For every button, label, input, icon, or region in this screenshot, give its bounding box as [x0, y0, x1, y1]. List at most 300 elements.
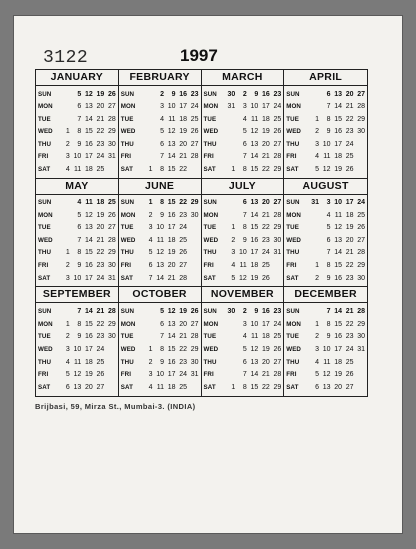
- week-day-row: [286, 344, 365, 355]
- date-cell: 3: [65, 153, 70, 161]
- date-cell: 24: [190, 103, 199, 111]
- date-cell: 13: [156, 261, 164, 269]
- date-cell: 1: [148, 199, 153, 207]
- date-cell: 10: [322, 140, 331, 148]
- day-numbers: [55, 346, 116, 353]
- date-cell: 16: [167, 358, 176, 366]
- date-cell: 15: [84, 249, 93, 257]
- date-cell: 4: [231, 261, 236, 269]
- date-cell: 7: [326, 249, 331, 257]
- date-cell: 7: [326, 103, 331, 111]
- week-day-row: [38, 382, 116, 393]
- date-cell: [224, 199, 236, 206]
- date-cell: 11: [239, 261, 247, 269]
- day-numbers: [303, 128, 365, 135]
- date-cell: 29: [357, 261, 365, 269]
- week-day-row: [204, 382, 282, 393]
- date-cell: 1: [315, 320, 319, 328]
- date-cell: 7: [242, 371, 247, 379]
- date-cell: 18: [84, 358, 93, 366]
- date-cell: 9: [160, 211, 164, 219]
- date-cell: [354, 384, 366, 391]
- day-numbers: [221, 384, 282, 391]
- day-numbers: [138, 153, 199, 160]
- date-cell: 20: [179, 320, 187, 328]
- date-cell: 15: [334, 320, 342, 328]
- day-name: TUE: [286, 224, 299, 232]
- date-cell: 26: [261, 274, 270, 282]
- day-numbers: [221, 237, 282, 244]
- date-cell: 5: [77, 90, 82, 98]
- week-day-row: [121, 235, 199, 246]
- date-cell: 16: [84, 261, 93, 269]
- date-cell: 15: [84, 128, 93, 136]
- date-cell: 21: [96, 236, 105, 244]
- date-cell: 14: [156, 274, 164, 282]
- date-cell: 9: [77, 333, 82, 341]
- month-name: AUGUST: [284, 179, 367, 195]
- date-cell: 3: [315, 140, 319, 148]
- day-numbers: [138, 321, 199, 328]
- date-cell: 12: [73, 371, 82, 379]
- month-block-june: [119, 179, 202, 288]
- date-cell: 4: [160, 115, 164, 123]
- date-cell: 25: [261, 261, 270, 269]
- date-cell: 21: [345, 308, 354, 316]
- date-cell: 21: [179, 153, 187, 161]
- day-name: FRI: [203, 261, 214, 269]
- month-block-april: [284, 70, 367, 179]
- date-cell: 28: [357, 308, 365, 316]
- date-cell: 10: [73, 346, 82, 354]
- date-cell: [308, 91, 320, 98]
- date-cell: 13: [84, 103, 93, 111]
- date-cell: 9: [326, 274, 331, 282]
- day-name: TUE: [120, 333, 134, 341]
- date-cell: 26: [345, 371, 354, 379]
- date-cell: [224, 128, 236, 135]
- date-cell: 19: [167, 249, 176, 257]
- date-cell: 15: [167, 199, 176, 207]
- date-cell: 15: [167, 346, 176, 354]
- date-cell: 30: [357, 274, 365, 282]
- day-numbers: [221, 153, 282, 160]
- date-cell: 18: [179, 115, 187, 123]
- date-cell: 8: [242, 384, 247, 392]
- date-cell: 8: [160, 346, 164, 354]
- date-cell: 16: [179, 90, 187, 98]
- date-cell: 15: [250, 384, 259, 392]
- date-cell: 17: [250, 249, 259, 257]
- date-cell: 7: [77, 115, 82, 123]
- date-cell: 14: [334, 103, 342, 111]
- date-cell: 20: [167, 261, 176, 269]
- date-cell: [141, 308, 153, 315]
- week-day-row: [286, 273, 365, 284]
- date-cell: 8: [326, 320, 331, 328]
- date-cell: 23: [96, 140, 105, 148]
- date-cell: 7: [77, 236, 82, 244]
- date-cell: 10: [156, 224, 164, 232]
- day-name: WED: [286, 346, 301, 354]
- day-name: THU: [203, 140, 217, 148]
- date-cell: 6: [326, 236, 331, 244]
- date-cell: 9: [326, 333, 331, 341]
- date-cell: 17: [261, 103, 270, 111]
- date-cell: 10: [73, 274, 82, 282]
- date-cell: 1: [231, 224, 236, 232]
- day-numbers: [55, 237, 116, 244]
- date-cell: 18: [167, 236, 176, 244]
- date-cell: 3: [65, 346, 70, 354]
- date-cell: 23: [96, 333, 105, 341]
- week-day-row: [286, 114, 365, 125]
- date-cell: 20: [179, 140, 187, 148]
- day-numbers: [303, 103, 365, 110]
- date-cell: 11: [73, 358, 82, 366]
- month-block-october: [119, 287, 202, 396]
- date-cell: 31: [273, 249, 282, 257]
- date-cell: 27: [273, 358, 282, 366]
- date-cell: 25: [96, 165, 105, 173]
- day-numbers: [138, 359, 199, 366]
- day-name: SUN: [38, 308, 52, 316]
- date-cell: 14: [334, 249, 342, 257]
- date-cell: 8: [242, 165, 247, 173]
- week-day-row: [204, 247, 282, 258]
- day-name: THU: [203, 249, 217, 257]
- date-cell: 14: [250, 211, 259, 219]
- week-day-row: [286, 247, 365, 258]
- date-cell: 3: [315, 346, 319, 354]
- date-cell: 11: [334, 211, 342, 219]
- date-cell: 11: [156, 236, 164, 244]
- date-cell: 12: [84, 90, 93, 98]
- date-cell: 14: [250, 371, 259, 379]
- date-cell: 18: [261, 115, 270, 123]
- date-cell: 4: [65, 165, 70, 173]
- week-day-row: [38, 344, 116, 355]
- day-name: SUN: [286, 199, 300, 207]
- month-name: DECEMBER: [284, 287, 367, 303]
- day-name: SUN: [203, 90, 217, 98]
- day-name: THU: [286, 358, 300, 366]
- date-cell: 28: [107, 236, 116, 244]
- date-cell: [58, 199, 70, 206]
- date-cell: 2: [242, 308, 247, 316]
- date-cell: 30: [107, 140, 116, 148]
- day-numbers: [138, 91, 199, 98]
- date-cell: 24: [179, 224, 187, 232]
- date-cell: 3: [326, 199, 331, 207]
- date-cell: 14: [167, 153, 176, 161]
- date-cell: 26: [357, 224, 365, 232]
- day-name: WED: [38, 346, 53, 354]
- week-day-row: [286, 101, 365, 112]
- date-cell: 17: [334, 346, 342, 354]
- date-cell: [104, 371, 116, 378]
- date-cell: 6: [242, 199, 247, 207]
- date-cell: 1: [231, 165, 236, 173]
- date-cell: [308, 103, 320, 110]
- day-name: FRI: [286, 261, 297, 269]
- date-cell: [187, 166, 199, 173]
- week-day-row: [38, 210, 116, 221]
- date-cell: 16: [250, 236, 259, 244]
- date-cell: 2: [65, 140, 70, 148]
- date-cell: 10: [238, 249, 247, 257]
- day-numbers: [138, 199, 199, 206]
- date-cell: 4: [242, 333, 247, 341]
- date-cell: 18: [96, 199, 105, 207]
- week-day-row: [121, 382, 199, 393]
- day-name: WED: [286, 128, 301, 136]
- date-cell: [354, 141, 366, 148]
- week-day-row: [121, 114, 199, 125]
- week-day-row: [204, 306, 282, 317]
- day-name: MON: [286, 103, 301, 111]
- date-cell: 5: [242, 128, 247, 136]
- date-cell: 18: [345, 211, 354, 219]
- week-day-row: [38, 197, 116, 208]
- date-cell: 13: [250, 358, 259, 366]
- date-cell: 21: [261, 371, 270, 379]
- date-cell: [224, 333, 236, 340]
- date-cell: 14: [167, 333, 176, 341]
- date-cell: 24: [273, 103, 282, 111]
- day-name: TUE: [120, 224, 134, 232]
- week-day-row: [121, 357, 199, 368]
- date-cell: 12: [250, 128, 259, 136]
- date-cell: 17: [261, 320, 270, 328]
- date-cell: 26: [96, 371, 105, 379]
- week-day-row: [286, 357, 365, 368]
- date-cell: [187, 275, 199, 282]
- date-cell: 31: [107, 274, 116, 282]
- week-day-row: [286, 331, 365, 342]
- day-numbers: [303, 275, 365, 282]
- day-name: SUN: [120, 199, 135, 207]
- week-day-row: [38, 306, 116, 317]
- date-cell: 24: [96, 274, 105, 282]
- date-cell: [141, 321, 153, 328]
- month-block-july: [202, 179, 285, 288]
- day-name: MON: [286, 211, 301, 219]
- date-cell: 1: [65, 320, 70, 328]
- date-cell: 3: [65, 274, 70, 282]
- date-cell: 11: [323, 358, 331, 366]
- date-cell: 28: [273, 153, 282, 161]
- week-day-row: [204, 319, 282, 330]
- date-cell: 1: [315, 261, 319, 269]
- day-numbers: [221, 212, 282, 219]
- date-cell: 29: [190, 199, 199, 207]
- week-day-row: [286, 126, 365, 137]
- day-name: THU: [38, 358, 52, 366]
- date-cell: 14: [84, 236, 93, 244]
- month-block-january: [36, 70, 119, 179]
- date-cell: [58, 237, 70, 244]
- day-name: THU: [203, 358, 217, 366]
- date-cell: [187, 237, 199, 244]
- date-cell: 29: [273, 384, 282, 392]
- week-day-row: [121, 89, 199, 100]
- date-cell: [58, 224, 70, 231]
- month-name: JUNE: [119, 179, 201, 195]
- day-numbers: [221, 275, 282, 282]
- date-cell: 20: [345, 236, 354, 244]
- date-cell: 19: [84, 371, 93, 379]
- date-cell: 14: [334, 308, 342, 316]
- date-cell: 23: [261, 236, 270, 244]
- date-cell: 13: [167, 320, 176, 328]
- date-cell: 2: [148, 358, 153, 366]
- day-numbers: [303, 262, 365, 269]
- date-cell: 12: [322, 165, 331, 173]
- date-cell: 25: [179, 236, 187, 244]
- date-cell: 4: [148, 384, 153, 392]
- date-cell: 15: [250, 224, 259, 232]
- week-day-row: [286, 235, 365, 246]
- week-day-row: [286, 139, 365, 150]
- week-day-row: [38, 101, 116, 112]
- date-cell: 10: [250, 103, 259, 111]
- month-name: JANUARY: [36, 70, 118, 86]
- day-name: TUE: [203, 333, 217, 341]
- day-name: FRI: [120, 153, 132, 161]
- day-name: SUN: [203, 308, 217, 316]
- date-cell: 30: [273, 236, 282, 244]
- month-name: JULY: [202, 179, 284, 195]
- date-cell: 28: [107, 308, 116, 316]
- date-cell: 2: [65, 261, 70, 269]
- date-cell: 7: [148, 274, 153, 282]
- date-cell: [141, 153, 153, 160]
- date-cell: 25: [273, 333, 282, 341]
- day-numbers: [221, 262, 282, 269]
- week-day-row: [286, 260, 365, 271]
- day-name: SAT: [203, 384, 216, 392]
- date-cell: 8: [242, 224, 247, 232]
- date-cell: 2: [231, 236, 236, 244]
- date-cell: 8: [77, 320, 82, 328]
- date-cell: 23: [179, 358, 187, 366]
- day-numbers: [55, 153, 116, 160]
- date-cell: 11: [323, 153, 331, 161]
- date-cell: [187, 249, 199, 256]
- date-cell: 29: [190, 346, 199, 354]
- date-cell: 20: [261, 140, 270, 148]
- day-numbers: [138, 308, 199, 315]
- week-day-row: [286, 164, 365, 175]
- week-day-row: [286, 210, 365, 221]
- date-cell: 13: [334, 90, 342, 98]
- date-cell: [224, 359, 236, 366]
- month-block-december: [284, 287, 367, 396]
- date-cell: 5: [315, 371, 319, 379]
- day-numbers: [138, 262, 199, 269]
- week-day-row: [204, 331, 282, 342]
- day-numbers: [55, 199, 116, 206]
- week-day-row: [38, 126, 116, 137]
- week-day-row: [286, 197, 365, 208]
- day-name: WED: [203, 128, 219, 136]
- day-name: WED: [286, 236, 301, 244]
- week-day-row: [38, 331, 116, 342]
- week-day-row: [204, 151, 282, 162]
- date-cell: [308, 212, 320, 219]
- date-cell: [141, 103, 153, 110]
- date-cell: 22: [96, 249, 105, 257]
- day-name: FRI: [203, 153, 214, 161]
- date-cell: 22: [261, 224, 270, 232]
- day-numbers: [221, 346, 282, 353]
- month-name: NOVEMBER: [202, 287, 284, 303]
- day-numbers: [55, 116, 116, 123]
- date-cell: 5: [160, 128, 164, 136]
- day-numbers: [138, 212, 199, 219]
- week-day-row: [121, 101, 199, 112]
- day-name: FRI: [120, 261, 132, 269]
- date-cell: 2: [315, 128, 319, 136]
- date-cell: 24: [96, 153, 105, 161]
- date-cell: 19: [261, 128, 270, 136]
- date-cell: 27: [190, 320, 199, 328]
- date-cell: 10: [250, 320, 259, 328]
- date-cell: [104, 384, 116, 391]
- day-numbers: [221, 333, 282, 340]
- date-cell: 20: [345, 90, 354, 98]
- day-name: WED: [120, 236, 136, 244]
- day-numbers: [138, 166, 199, 173]
- date-cell: 30: [227, 308, 236, 316]
- date-cell: 24: [345, 140, 354, 148]
- day-numbers: [138, 384, 199, 391]
- day-numbers: [303, 224, 365, 231]
- month-name: MARCH: [202, 70, 284, 86]
- date-cell: 15: [334, 261, 342, 269]
- date-cell: 12: [334, 224, 342, 232]
- day-name: THU: [38, 140, 52, 148]
- date-cell: 4: [242, 115, 247, 123]
- date-cell: 14: [250, 153, 259, 161]
- date-cell: 7: [77, 308, 82, 316]
- date-cell: [58, 212, 70, 219]
- date-cell: 4: [65, 358, 70, 366]
- day-numbers: [221, 308, 282, 315]
- day-name: THU: [120, 249, 134, 257]
- date-cell: 19: [334, 371, 342, 379]
- day-name: MON: [203, 211, 219, 219]
- date-cell: 31: [190, 371, 199, 379]
- month-name: OCTOBER: [119, 287, 201, 303]
- date-cell: [58, 103, 70, 110]
- date-cell: 15: [167, 165, 176, 173]
- date-cell: 28: [107, 115, 116, 123]
- date-cell: [308, 308, 320, 315]
- date-cell: 7: [242, 153, 247, 161]
- date-cell: 13: [250, 199, 259, 207]
- date-cell: 9: [254, 90, 259, 98]
- date-cell: 16: [84, 140, 93, 148]
- day-name: SAT: [286, 165, 299, 173]
- date-cell: 1: [65, 128, 70, 136]
- day-name: TUE: [286, 333, 299, 341]
- date-cell: 15: [84, 320, 93, 328]
- date-cell: 1: [148, 346, 153, 354]
- date-cell: 8: [77, 128, 82, 136]
- date-cell: 26: [273, 346, 282, 354]
